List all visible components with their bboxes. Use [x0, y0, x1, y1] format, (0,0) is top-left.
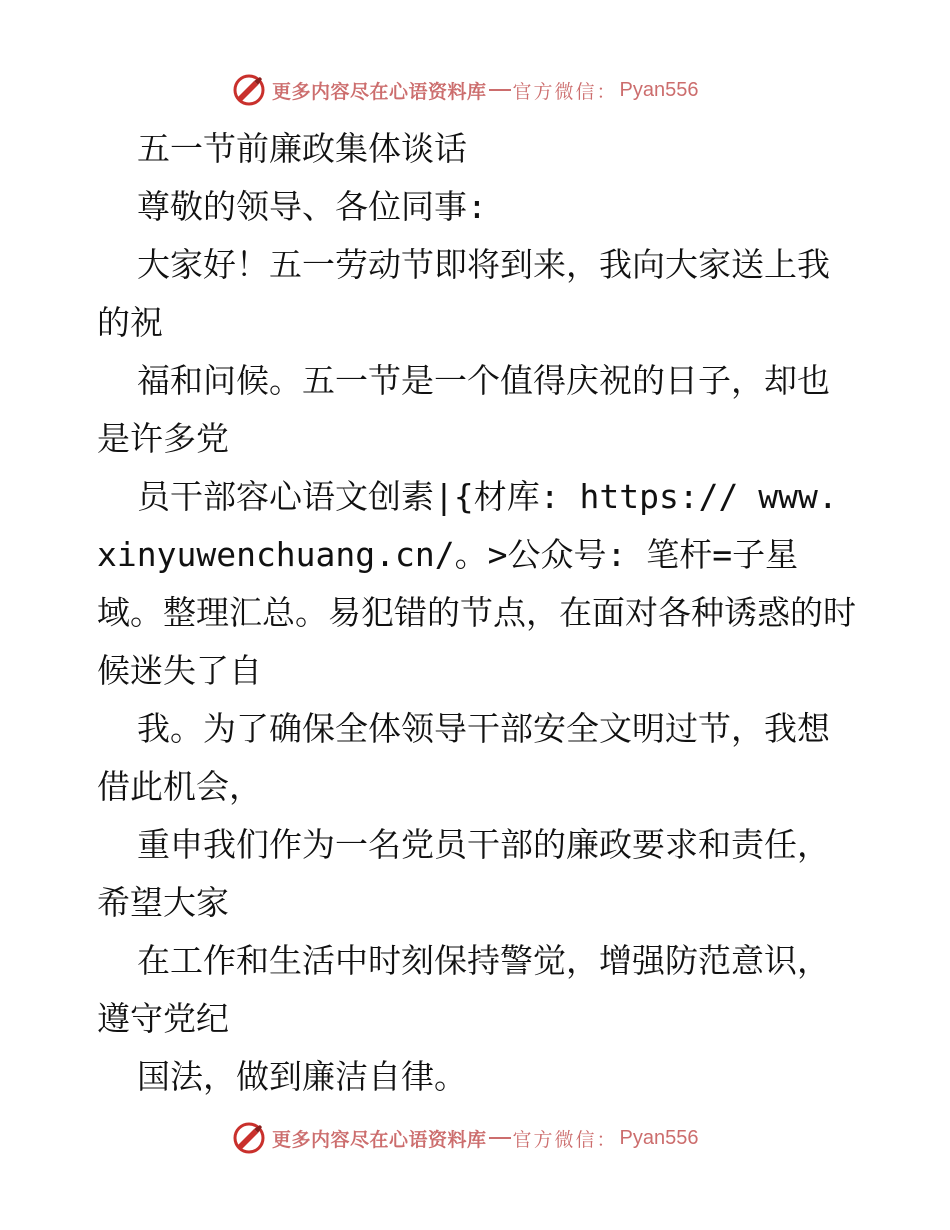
banner-main-text: 更多内容尽在心语资料库 — [272, 80, 487, 103]
paragraph: 福和问候。五一节是一个值得庆祝的日子，却也是许多党 — [97, 361, 830, 458]
paragraph: 国法，做到廉洁自律。 — [137, 1057, 467, 1096]
brand-logo-icon — [232, 73, 266, 107]
paragraph: 重申我们作为一名党员干部的廉政要求和责任，希望大家 — [97, 825, 830, 922]
banner-wechat-id: Pyan556 — [619, 1126, 699, 1149]
banner-main-text: 更多内容尽在心语资料库 — [272, 1128, 487, 1151]
document-body — [97, 120, 857, 1106]
document-title: 五一节前廉政集体谈话 — [137, 129, 467, 168]
paragraph: 我。为了确保全体领导干部安全文明过节，我想借此机会， — [97, 709, 830, 806]
header-banner — [232, 70, 699, 110]
brand-logo-icon — [232, 1121, 266, 1155]
paragraph: 员干部容心语文创素|{材库: https:// www.xinyuwenchuang.cn/。>公众号: 笔杆=子星域。整理汇总。易犯错的节点，在面对各种诱惑的时候迷失了自 — [97, 477, 856, 690]
banner-dash — [489, 89, 511, 91]
banner-official-label: 官方微信： — [512, 80, 618, 103]
footer-banner — [232, 1118, 699, 1158]
paragraph: 大家好！五一劳动节即将到来，我向大家送上我的祝 — [97, 245, 830, 342]
banner-wechat-id: Pyan556 — [619, 78, 699, 101]
banner-official-label: 官方微信： — [512, 1128, 618, 1151]
paragraph: 在工作和生活中时刻保持警觉，增强防范意识，遵守党纪 — [97, 941, 830, 1038]
banner-dash — [489, 1137, 511, 1139]
document-greeting: 尊敬的领导、各位同事: — [137, 187, 487, 226]
